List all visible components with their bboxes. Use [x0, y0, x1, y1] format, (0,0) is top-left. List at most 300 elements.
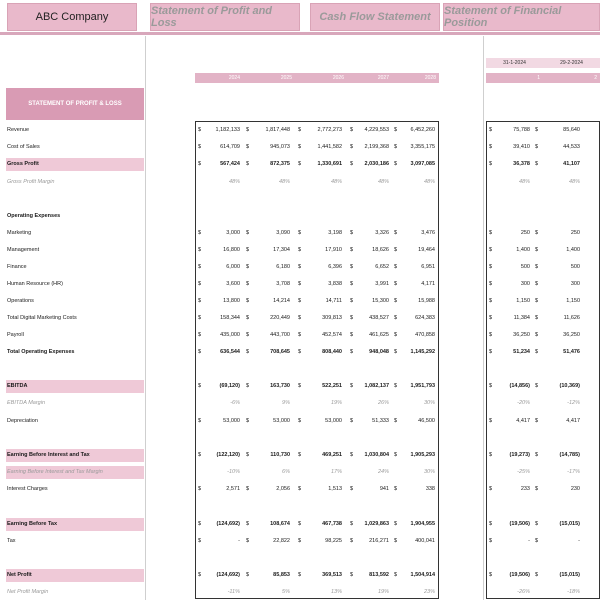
currency-symbol: $: [350, 418, 354, 424]
annual-value-cell[interactable]: 1,029,863: [364, 521, 389, 527]
annual-value-cell[interactable]: 53,000: [325, 418, 342, 424]
annual-value-cell[interactable]: 108,674: [270, 521, 290, 527]
annual-value-cell[interactable]: 19%: [377, 589, 389, 595]
annual-value-cell[interactable]: 51,333: [372, 418, 389, 424]
annual-value-cell[interactable]: 2,571: [226, 486, 240, 492]
currency-symbol: $: [489, 349, 493, 355]
year-header: 2026: [295, 73, 347, 83]
currency-symbol: $: [394, 315, 398, 321]
currency-symbol: $: [350, 298, 354, 304]
annual-value-cell[interactable]: 1,904,955: [410, 521, 435, 527]
currency-symbol: $: [350, 264, 354, 270]
currency-symbol: $: [394, 538, 398, 544]
monthly-value-cell[interactable]: 75,788: [513, 127, 530, 133]
monthly-value-cell[interactable]: -: [528, 538, 530, 544]
currency-symbol: $: [246, 127, 250, 133]
currency-symbol: $: [489, 332, 493, 338]
currency-symbol: $: [350, 521, 354, 527]
annual-value-cell[interactable]: 1,145,292: [410, 349, 435, 355]
currency-symbol: $: [246, 452, 250, 458]
annual-value-cell[interactable]: 3,198: [328, 230, 342, 236]
table-row: [0, 381, 600, 392]
year-header: 2025: [243, 73, 295, 83]
currency-symbol: $: [535, 572, 539, 578]
table-row: [0, 484, 600, 495]
monthly-value-cell[interactable]: 500: [520, 264, 530, 270]
monthly-value-cell[interactable]: (19,273): [509, 452, 530, 458]
row-label: Depreciation: [7, 418, 38, 424]
currency-symbol: $: [394, 281, 398, 287]
annual-value-cell[interactable]: 19,464: [418, 247, 435, 253]
table-row: [0, 398, 600, 409]
currency-symbol: $: [246, 298, 250, 304]
annual-value-cell[interactable]: 3,090: [276, 230, 290, 236]
currency-symbol: $: [394, 247, 398, 253]
row-label: Earning Before Tax: [7, 521, 58, 527]
annual-value-cell[interactable]: 3,600: [226, 281, 240, 287]
monthly-value-cell[interactable]: 300: [520, 281, 530, 287]
annual-value-cell[interactable]: 216,271: [369, 538, 389, 544]
currency-symbol: $: [535, 383, 539, 389]
annual-value-cell[interactable]: 9%: [282, 400, 290, 406]
currency-symbol: $: [394, 161, 398, 167]
table-row: [0, 536, 600, 547]
currency-symbol: $: [298, 521, 302, 527]
currency-symbol: $: [198, 161, 202, 167]
currency-symbol: $: [246, 538, 250, 544]
row-label: Earning Before Interest and Tax Margin: [7, 469, 103, 475]
annual-value-cell[interactable]: 945,073: [270, 144, 290, 150]
row-label: Net Profit Margin: [7, 589, 49, 595]
row-label: Cost of Sales: [7, 144, 40, 150]
annual-value-cell[interactable]: 2,056: [276, 486, 290, 492]
currency-symbol: $: [198, 264, 202, 270]
currency-symbol: $: [246, 418, 250, 424]
annual-value-cell[interactable]: 3,708: [276, 281, 290, 287]
monthly-value-cell[interactable]: 300: [570, 281, 580, 287]
annual-value-cell[interactable]: 1,330,691: [317, 161, 342, 167]
annual-value-cell[interactable]: 2,199,368: [364, 144, 389, 150]
annual-value-cell[interactable]: 53,000: [273, 418, 290, 424]
cash-flow-nav-button[interactable]: Cash Flow Statement: [310, 3, 440, 31]
currency-symbol: $: [350, 349, 354, 355]
monthly-value-cell[interactable]: 48%: [518, 179, 530, 185]
annual-value-cell[interactable]: 48%: [330, 179, 342, 185]
annual-value-cell[interactable]: (124,692): [216, 521, 240, 527]
monthly-value-cell[interactable]: -12%: [567, 400, 580, 406]
annual-value-cell[interactable]: 1,182,133: [215, 127, 240, 133]
annual-value-cell[interactable]: 309,813: [322, 315, 342, 321]
currency-symbol: $: [246, 281, 250, 287]
table-row: [0, 262, 600, 273]
monthly-value-cell[interactable]: 51,476: [563, 349, 580, 355]
row-label: Revenue: [7, 127, 30, 133]
monthly-value-cell[interactable]: (19,506): [509, 572, 530, 578]
annual-value-cell[interactable]: (69,120): [219, 383, 240, 389]
row-label: Human Resource (HR): [7, 281, 63, 287]
row-label: Finance: [7, 264, 27, 270]
table-row: [0, 177, 600, 188]
currency-symbol: $: [246, 349, 250, 355]
currency-symbol: $: [246, 230, 250, 236]
annual-value-cell[interactable]: 3,476: [421, 230, 435, 236]
currency-symbol: $: [298, 281, 302, 287]
monthly-value-cell[interactable]: (19,506): [509, 521, 530, 527]
annual-value-cell[interactable]: -10%: [227, 469, 240, 475]
annual-value-cell[interactable]: 469,251: [322, 452, 342, 458]
financial-position-nav-button[interactable]: Statement of Financial Position: [443, 3, 600, 31]
annual-value-cell[interactable]: 3,838: [328, 281, 342, 287]
annual-value-cell[interactable]: 6,396: [328, 264, 342, 270]
annual-value-cell[interactable]: 1,905,293: [410, 452, 435, 458]
monthly-value-cell[interactable]: (14,785): [559, 452, 580, 458]
currency-symbol: $: [535, 349, 539, 355]
monthly-value-cell[interactable]: -26%: [517, 589, 530, 595]
annual-value-cell[interactable]: 3,991: [375, 281, 389, 287]
currency-symbol: $: [489, 264, 493, 270]
annual-value-cell[interactable]: 15,988: [418, 298, 435, 304]
currency-symbol: $: [489, 383, 493, 389]
monthly-value-cell[interactable]: -20%: [517, 400, 530, 406]
currency-symbol: $: [298, 144, 302, 150]
row-label: Management: [7, 247, 40, 253]
annual-value-cell[interactable]: 435,000: [220, 332, 240, 338]
annual-value-cell[interactable]: 708,645: [270, 349, 290, 355]
monthly-value-cell[interactable]: 250: [520, 230, 530, 236]
currency-symbol: $: [246, 383, 250, 389]
currency-symbol: $: [350, 332, 354, 338]
monthly-value-cell[interactable]: (10,369): [559, 383, 580, 389]
row-label: Total Operating Expenses: [7, 349, 75, 355]
table-row: [0, 313, 600, 324]
row-label: Marketing: [7, 230, 32, 236]
annual-value-cell[interactable]: 53,000: [223, 418, 240, 424]
currency-symbol: $: [298, 161, 302, 167]
monthly-value-cell[interactable]: 36,378: [513, 161, 530, 167]
annual-value-cell[interactable]: -11%: [227, 589, 240, 595]
monthly-value-cell[interactable]: 44,533: [563, 144, 580, 150]
annual-value-cell[interactable]: 98,225: [325, 538, 342, 544]
annual-value-cell[interactable]: 443,700: [270, 332, 290, 338]
currency-symbol: $: [298, 418, 302, 424]
month-date-header: 29-2-2024: [543, 58, 600, 68]
currency-symbol: $: [298, 572, 302, 578]
section-title: STATEMENT OF PROFIT & LOSS: [6, 88, 144, 120]
table-row: [0, 519, 600, 530]
annual-value-cell[interactable]: 163,730: [270, 383, 290, 389]
monthly-value-cell[interactable]: 1,400: [566, 247, 580, 253]
row-label: Tax: [7, 538, 16, 544]
monthly-value-cell[interactable]: 41,107: [563, 161, 580, 167]
currency-symbol: $: [394, 486, 398, 492]
currency-symbol: $: [298, 315, 302, 321]
row-label: Payroll: [7, 332, 24, 338]
currency-symbol: $: [298, 264, 302, 270]
table-row: [0, 279, 600, 290]
table-row: [0, 450, 600, 461]
annual-value-cell[interactable]: 338: [425, 486, 435, 492]
monthly-value-cell[interactable]: 11,384: [513, 315, 530, 321]
currency-symbol: $: [350, 144, 354, 150]
currency-symbol: $: [298, 349, 302, 355]
currency-symbol: $: [489, 230, 493, 236]
currency-symbol: $: [350, 127, 354, 133]
annual-value-cell[interactable]: 467,738: [322, 521, 342, 527]
currency-symbol: $: [350, 161, 354, 167]
annual-value-cell[interactable]: 369,513: [322, 572, 342, 578]
currency-symbol: $: [298, 486, 302, 492]
annual-value-cell[interactable]: 17,304: [273, 247, 290, 253]
currency-symbol: $: [535, 298, 539, 304]
table-row: [0, 159, 600, 170]
currency-symbol: $: [198, 349, 202, 355]
currency-symbol: $: [198, 247, 202, 253]
annual-value-cell[interactable]: 48%: [228, 179, 240, 185]
monthly-value-cell[interactable]: -: [578, 538, 580, 544]
annual-value-cell[interactable]: 614,709: [220, 144, 240, 150]
currency-symbol: $: [350, 281, 354, 287]
currency-symbol: $: [489, 161, 493, 167]
annual-value-cell[interactable]: 813,592: [369, 572, 389, 578]
monthly-value-cell[interactable]: 85,640: [563, 127, 580, 133]
annual-value-cell[interactable]: 567,424: [220, 161, 240, 167]
monthly-value-cell[interactable]: 36,250: [513, 332, 530, 338]
currency-symbol: $: [246, 486, 250, 492]
currency-symbol: $: [198, 332, 202, 338]
annual-value-cell[interactable]: -6%: [230, 400, 240, 406]
currency-symbol: $: [535, 521, 539, 527]
currency-symbol: $: [198, 418, 202, 424]
currency-symbol: $: [198, 452, 202, 458]
annual-value-cell[interactable]: 1,441,582: [317, 144, 342, 150]
currency-symbol: $: [535, 332, 539, 338]
annual-value-cell[interactable]: 6%: [282, 469, 290, 475]
annual-value-cell[interactable]: 1,082,137: [364, 383, 389, 389]
annual-value-cell[interactable]: 23%: [423, 589, 435, 595]
annual-value-cell[interactable]: 26%: [377, 400, 389, 406]
currency-symbol: $: [298, 538, 302, 544]
currency-symbol: $: [489, 418, 493, 424]
currency-symbol: $: [246, 572, 250, 578]
currency-symbol: $: [489, 144, 493, 150]
monthly-value-cell[interactable]: 1,150: [566, 298, 580, 304]
currency-symbol: $: [198, 572, 202, 578]
table-row: [0, 416, 600, 427]
annual-value-cell[interactable]: 400,041: [415, 538, 435, 544]
monthly-value-cell[interactable]: 230: [570, 486, 580, 492]
annual-value-cell[interactable]: 13%: [330, 589, 342, 595]
annual-value-cell[interactable]: 6,180: [276, 264, 290, 270]
monthly-value-cell[interactable]: 36,250: [563, 332, 580, 338]
annual-value-cell[interactable]: 3,097,085: [410, 161, 435, 167]
currency-symbol: $: [298, 247, 302, 253]
currency-symbol: $: [535, 127, 539, 133]
monthly-value-cell[interactable]: -17%: [567, 469, 580, 475]
currency-symbol: $: [298, 452, 302, 458]
currency-symbol: $: [535, 315, 539, 321]
annual-value-cell[interactable]: 220,449: [270, 315, 290, 321]
row-label: Total Digital Marketing Costs: [7, 315, 77, 321]
annual-value-cell[interactable]: 14,711: [325, 298, 342, 304]
currency-symbol: $: [298, 383, 302, 389]
currency-symbol: $: [198, 127, 202, 133]
currency-symbol: $: [246, 264, 250, 270]
currency-symbol: $: [198, 315, 202, 321]
annual-value-cell[interactable]: 17,910: [325, 247, 342, 253]
table-row: [0, 347, 600, 358]
currency-symbol: $: [198, 298, 202, 304]
annual-value-cell[interactable]: 438,527: [369, 315, 389, 321]
currency-symbol: $: [394, 521, 398, 527]
annual-value-cell[interactable]: 470,858: [415, 332, 435, 338]
monthly-value-cell[interactable]: 233: [520, 486, 530, 492]
annual-value-cell[interactable]: (122,120): [216, 452, 240, 458]
annual-value-cell[interactable]: 1,030,804: [364, 452, 389, 458]
annual-value-cell[interactable]: 1,513: [328, 486, 342, 492]
currency-symbol: $: [246, 315, 250, 321]
annual-value-cell[interactable]: 30%: [423, 469, 435, 475]
monthly-value-cell[interactable]: 4,417: [516, 418, 530, 424]
annual-value-cell[interactable]: 452,574: [322, 332, 342, 338]
profit-loss-nav-button[interactable]: Statement of Profit and Loss: [150, 3, 300, 31]
row-label: Gross Profit Margin: [7, 179, 55, 185]
currency-symbol: $: [394, 230, 398, 236]
monthly-value-cell[interactable]: 500: [570, 264, 580, 270]
table-row: [0, 296, 600, 307]
annual-value-cell[interactable]: 3,326: [375, 230, 389, 236]
annual-value-cell[interactable]: 6,951: [421, 264, 435, 270]
currency-symbol: $: [198, 281, 202, 287]
currency-symbol: $: [535, 161, 539, 167]
monthly-value-cell[interactable]: 1,150: [516, 298, 530, 304]
annual-value-cell[interactable]: 46,500: [418, 418, 435, 424]
annual-value-cell[interactable]: 636,544: [220, 349, 240, 355]
currency-symbol: $: [298, 127, 302, 133]
currency-symbol: $: [394, 144, 398, 150]
currency-symbol: $: [298, 230, 302, 236]
table-row: [0, 142, 600, 153]
table-row: [0, 570, 600, 581]
annual-value-cell[interactable]: 4,171: [421, 281, 435, 287]
annual-value-cell[interactable]: 13,800: [223, 298, 240, 304]
currency-symbol: $: [489, 452, 493, 458]
annual-value-cell[interactable]: 3,000: [226, 230, 240, 236]
annual-value-cell[interactable]: 14,214: [273, 298, 290, 304]
company-name-button[interactable]: ABC Company: [7, 3, 137, 31]
currency-symbol: $: [350, 315, 354, 321]
annual-value-cell[interactable]: 48%: [278, 179, 290, 185]
table-row: [0, 211, 600, 222]
currency-symbol: $: [535, 486, 539, 492]
annual-value-cell[interactable]: 4,229,553: [364, 127, 389, 133]
monthly-value-cell[interactable]: (15,015): [559, 521, 580, 527]
annual-value-cell[interactable]: 2,772,273: [317, 127, 342, 133]
monthly-value-cell[interactable]: -25%: [517, 469, 530, 475]
currency-symbol: $: [394, 452, 398, 458]
annual-value-cell[interactable]: -: [238, 538, 240, 544]
currency-symbol: $: [394, 349, 398, 355]
annual-value-cell[interactable]: 461,625: [369, 332, 389, 338]
annual-value-cell[interactable]: 3,355,175: [410, 144, 435, 150]
currency-symbol: $: [198, 383, 202, 389]
annual-value-cell[interactable]: 872,375: [270, 161, 290, 167]
currency-symbol: $: [298, 332, 302, 338]
monthly-value-cell[interactable]: 51,234: [513, 349, 530, 355]
annual-value-cell[interactable]: 19%: [330, 400, 342, 406]
currency-symbol: $: [246, 161, 250, 167]
annual-value-cell[interactable]: 48%: [377, 179, 389, 185]
currency-symbol: $: [350, 383, 354, 389]
annual-value-cell[interactable]: 30%: [423, 400, 435, 406]
annual-value-cell[interactable]: (124,692): [216, 572, 240, 578]
annual-value-cell[interactable]: 6,000: [226, 264, 240, 270]
currency-symbol: $: [489, 521, 493, 527]
annual-value-cell[interactable]: 5%: [282, 589, 290, 595]
annual-value-cell[interactable]: 1,951,793: [410, 383, 435, 389]
currency-symbol: $: [394, 298, 398, 304]
monthly-value-cell[interactable]: -18%: [567, 589, 580, 595]
annual-value-cell[interactable]: 158,344: [220, 315, 240, 321]
year-header: 2028: [392, 73, 439, 83]
monthly-value-cell[interactable]: 4,417: [566, 418, 580, 424]
annual-value-cell[interactable]: 15,300: [372, 298, 389, 304]
annual-value-cell[interactable]: 2,030,186: [364, 161, 389, 167]
monthly-value-cell[interactable]: 1,400: [516, 247, 530, 253]
currency-symbol: $: [535, 264, 539, 270]
annual-value-cell[interactable]: 17%: [330, 469, 342, 475]
monthly-value-cell[interactable]: 39,410: [513, 144, 530, 150]
monthly-value-cell[interactable]: 48%: [568, 179, 580, 185]
annual-value-cell[interactable]: 48%: [423, 179, 435, 185]
annual-value-cell[interactable]: 1,817,448: [265, 127, 290, 133]
monthly-value-cell[interactable]: 250: [570, 230, 580, 236]
annual-value-cell[interactable]: 24%: [377, 469, 389, 475]
annual-value-cell[interactable]: 948,048: [369, 349, 389, 355]
month-date-header: 31-1-2024: [486, 58, 543, 68]
currency-symbol: $: [535, 230, 539, 236]
annual-value-cell[interactable]: 18,626: [372, 247, 389, 253]
month-period-header: 2: [543, 73, 600, 83]
currency-symbol: $: [246, 521, 250, 527]
month-period-header: 1: [486, 73, 543, 83]
annual-value-cell[interactable]: 624,383: [415, 315, 435, 321]
monthly-value-cell[interactable]: 11,626: [563, 315, 580, 321]
currency-symbol: $: [350, 230, 354, 236]
annual-value-cell[interactable]: 522,251: [322, 383, 342, 389]
annual-value-cell[interactable]: 6,452,260: [410, 127, 435, 133]
annual-value-cell[interactable]: 110,730: [270, 452, 290, 458]
annual-value-cell[interactable]: 6,652: [375, 264, 389, 270]
annual-value-cell[interactable]: 941: [379, 486, 389, 492]
row-label: EBITDA: [7, 383, 28, 389]
table-row: [0, 125, 600, 136]
currency-symbol: $: [350, 486, 354, 492]
monthly-value-cell[interactable]: (15,015): [559, 572, 580, 578]
annual-value-cell[interactable]: 16,800: [223, 247, 240, 253]
currency-symbol: $: [246, 144, 250, 150]
currency-symbol: $: [489, 127, 493, 133]
row-label: Earning Before Interest and Tax: [7, 452, 90, 458]
currency-symbol: $: [489, 572, 493, 578]
annual-value-cell[interactable]: 1,504,914: [410, 572, 435, 578]
table-row: [0, 228, 600, 239]
annual-value-cell[interactable]: 808,440: [322, 349, 342, 355]
table-row: [0, 467, 600, 478]
monthly-value-cell[interactable]: (14,856): [509, 383, 530, 389]
annual-value-cell[interactable]: 85,853: [273, 572, 290, 578]
currency-symbol: $: [246, 332, 250, 338]
annual-value-cell[interactable]: 22,822: [273, 538, 290, 544]
